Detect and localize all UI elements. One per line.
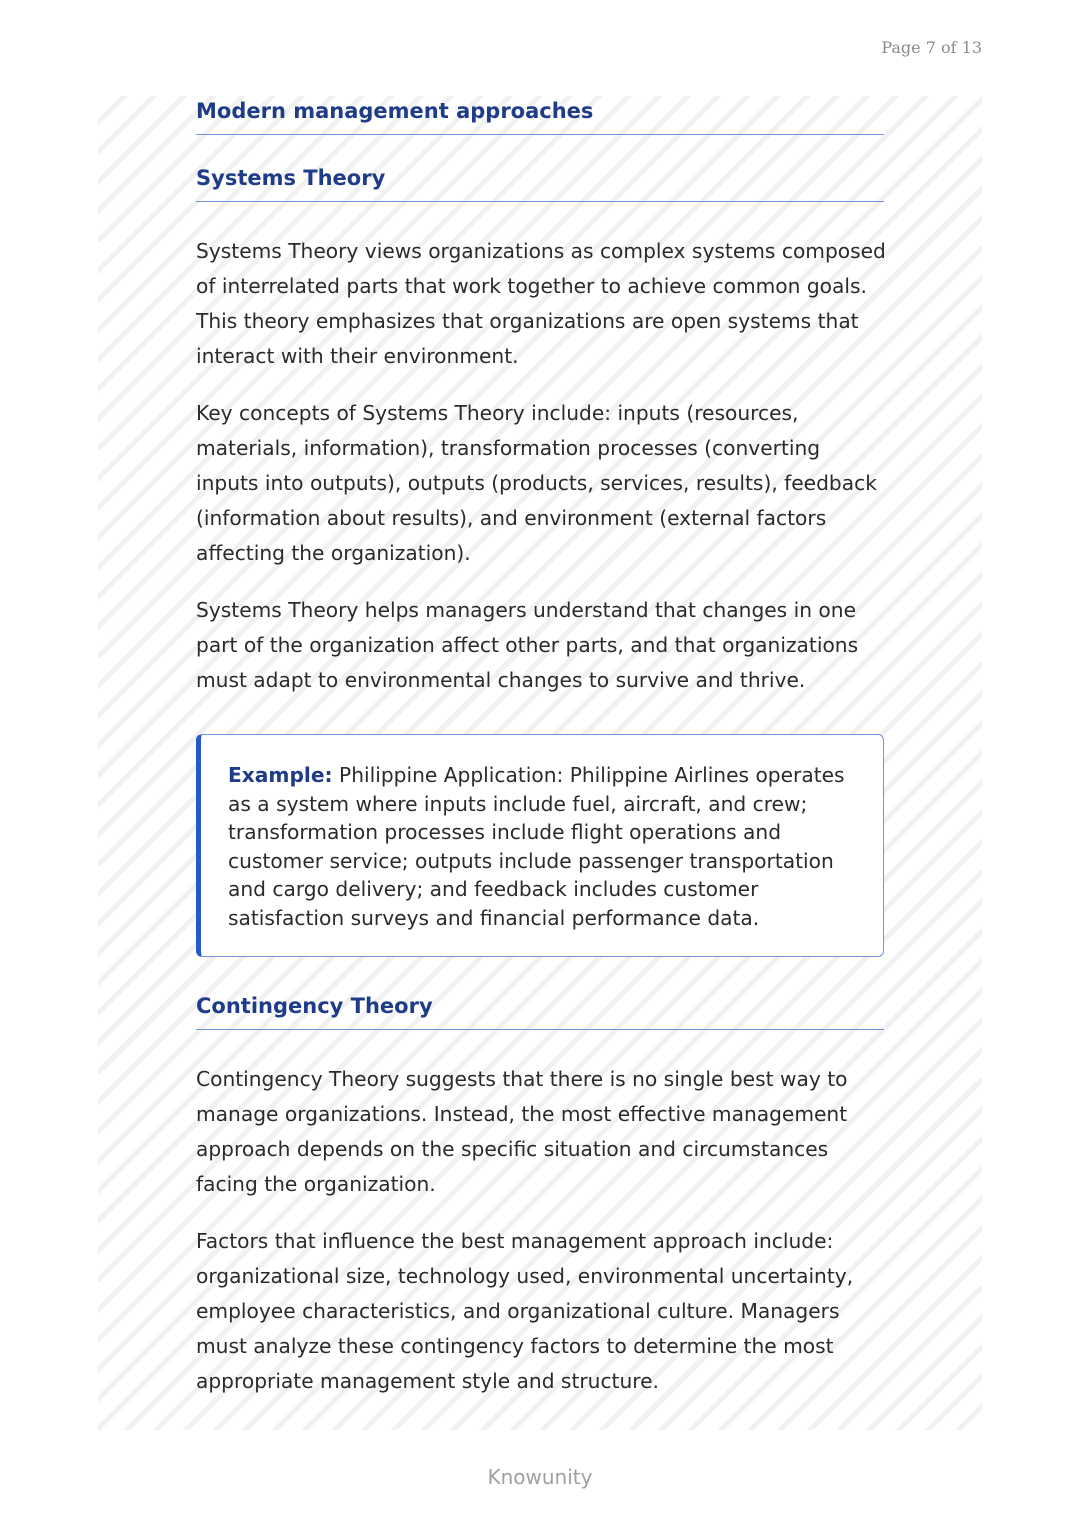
systems-theory-paragraph-1: Systems Theory views organizations as complex systems composed of interrelated parts that work together to achieve common goals. This theory emphasizes that organizations are open systems that interact with their environment. xyxy=(196,239,886,368)
contingency-theory-paragraph-1: Contingency Theory suggests that there is no single best way to manage organizations. Instead, the most effective management approach depends on the specific situation and circumstances facing the organization. xyxy=(196,1067,848,1196)
systems-theory-heading: Systems Theory xyxy=(196,163,884,202)
document-body xyxy=(196,96,884,1399)
page-number: Page 7 of 13 xyxy=(881,38,982,57)
contingency-theory-heading: Contingency Theory xyxy=(196,991,884,1030)
example-callout xyxy=(196,734,884,957)
contingency-theory-paragraph-2: Factors that influence the best management approach include: organizational size, technology used, environmental uncertainty, employee characteristics, and organizational culture. Managers must analyze these contingency factors to determine the most appropriate management style and structure. xyxy=(196,1229,854,1393)
example-label: Example: xyxy=(228,763,333,787)
section-title: Modern management approaches xyxy=(196,96,884,135)
systems-theory-paragraph-3: Systems Theory helps managers understand that changes in one part of the organization affect other parts, and that organizations must adapt to environmental changes to survive and thrive. xyxy=(196,598,859,692)
example-body: Philippine Application: Philippine Airlines operates as a system where inputs include fuel, aircraft, and crew; transformation processes include flight operations and customer service; outputs include passenger transportation and cargo delivery; and feedback includes customer satisfaction surveys and financial performance data. xyxy=(228,763,845,930)
footer-brand: Knowunity xyxy=(487,1465,593,1489)
systems-theory-paragraph-2: Key concepts of Systems Theory include: inputs (resources, materials, information), transformation processes (converting inputs into outputs), outputs (products, services, results), feedback (information about results), and environment (external factors affecting the organization). xyxy=(196,401,877,565)
example-text-block xyxy=(228,761,857,932)
